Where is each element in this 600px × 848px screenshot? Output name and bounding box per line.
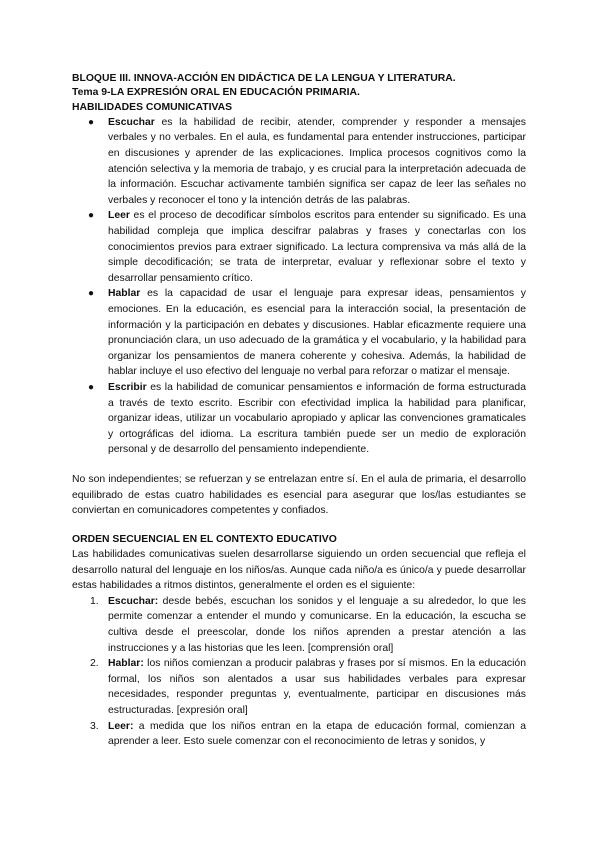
list-item xyxy=(72,719,526,750)
step-description: desde bebés, escuchan los sonidos y el lenguaje a su alrededor, lo que les permite comenzar a entender el mundo y comunicarse. En la educación, la escucha se cultiva desde el preescolar, donde los niños aprenden a prestar atención a las instrucciones y a las historias que les leen. [comprensión oral] xyxy=(108,595,526,654)
step-term: Hablar: xyxy=(108,658,144,670)
order-steps-list xyxy=(72,594,526,750)
skills-list xyxy=(72,115,526,458)
topic-title: Tema 9-LA EXPRESIÓN ORAL EN EDUCACIÓN PRIMARIA. xyxy=(72,87,360,99)
document-content xyxy=(72,72,526,750)
bullet-icon: ● xyxy=(88,210,95,222)
step-description: a medida que los niños entran en la etapa de educación formal, comienzan a aprender a leer. Esto suele comenzar con el reconocimiento de letras y sonidos, y xyxy=(108,720,526,748)
list-item xyxy=(72,286,526,380)
order-title: ORDEN SECUENCIAL EN EL CONTEXTO EDUCATIVO xyxy=(72,533,337,545)
list-item xyxy=(72,656,526,718)
interdependence-paragraph: No son independientes; se refuerzan y se entrelazan entre sí. En el aula de primaria, el desarrollo equilibrado de estas cuatro habilidades es esencial para asegurar que los/las estudiantes se conviertan en comunicadores competentes y confiados. xyxy=(72,473,526,517)
skill-term: Hablar xyxy=(108,288,141,300)
bullet-icon: ● xyxy=(88,116,95,128)
skill-description: es el proceso de decodificar símbolos escritos para entender su significado. Es una habilidad compleja que implica descifrar palabras y frases y conectarlas con los conocimientos previos para extraer significado. La lectura comprensiva va más allá de la simple decodificación; se trata de interpretar, evaluar y reflexionar sobre el texto y desarrollar pensamiento crítico. xyxy=(108,210,526,284)
list-item xyxy=(72,115,526,209)
bullet-icon: ● xyxy=(88,288,95,300)
step-number: 1. xyxy=(90,595,99,607)
skill-description: es la capacidad de usar el lenguaje para expresar ideas, pensamientos y emociones. En la educación, es esencial para la interacción social, la presentación de información y la participación en debates y discusiones. Hablar eficazmente requiere una pronunciación clara, un uso adecuado de la gramática y el vocabulario, y la habilidad para organizar los pensamientos de manera coherente y cohesiva. Además, la habilidad de hablar incluye el uso efectivo del lenguaje no verbal para reforzar o matizar el mensaje. xyxy=(108,288,526,378)
order-intro: Las habilidades comunicativas suelen desarrollarse siguiendo un orden secuencial que refleja el desarrollo natural del lenguaje en los niños/as. Aunque cada niño/a es único/a y puede desarrollar estas habilidades a ritmos distintos, generalmente el orden es el siguiente: xyxy=(72,549,526,592)
bullet-icon: ● xyxy=(88,381,95,393)
step-number: 3. xyxy=(90,720,99,732)
list-item xyxy=(72,380,526,458)
block-title: BLOQUE III. INNOVA-ACCIÓN EN DIDÁCTICA DE LA LENGUA Y LITERATURA. xyxy=(72,73,456,84)
skill-description: es la habilidad de recibir, atender, comprender y responder a mensajes verbales y no verbales. En el aula, es fundamental para entender instrucciones, participar en discusiones y aprender de las explicaciones. Implica procesos cognitivos como la atención selectiva y la memoria de trabajo, y es crucial para la interpretación adecuada de la información. Escuchar activamente también significa ser capaz de leer las señales no verbales y reconocer el tono y la intención detrás de las palabras. xyxy=(108,116,526,206)
skill-term: Escuchar xyxy=(108,116,155,128)
spacer xyxy=(72,519,526,533)
step-description: los niños comienzan a producir palabras y frases por sí mismos. En la educación formal, los niños son alentados a usar sus habilidades verbales para expresar necesidades, responder preguntas y, eventualmente, participar en discusiones más estructuradas. [expresión oral] xyxy=(108,658,526,716)
skill-term: Escribir xyxy=(108,381,147,393)
step-term: Leer: xyxy=(108,720,134,732)
skill-description: es la habilidad de comunicar pensamientos e información de forma estructurada a través de texto escrito. Escribir con efectividad implica la habilidad para planificar, organizar ideas, utilizar un vocabulario apropiado y aplicar las convenciones gramaticales y ortográficas del idioma. La escritura también puede ser un medio de exploración personal y de desarrollo del pensamiento independiente. xyxy=(108,381,526,456)
list-item xyxy=(72,208,526,286)
list-item xyxy=(72,594,526,656)
step-term: Escuchar: xyxy=(108,595,159,607)
step-number: 2. xyxy=(90,658,99,670)
spacer xyxy=(72,458,526,472)
skill-term: Leer xyxy=(108,210,130,222)
section-title: HABILIDADES COMUNICATIVAS xyxy=(72,101,233,113)
